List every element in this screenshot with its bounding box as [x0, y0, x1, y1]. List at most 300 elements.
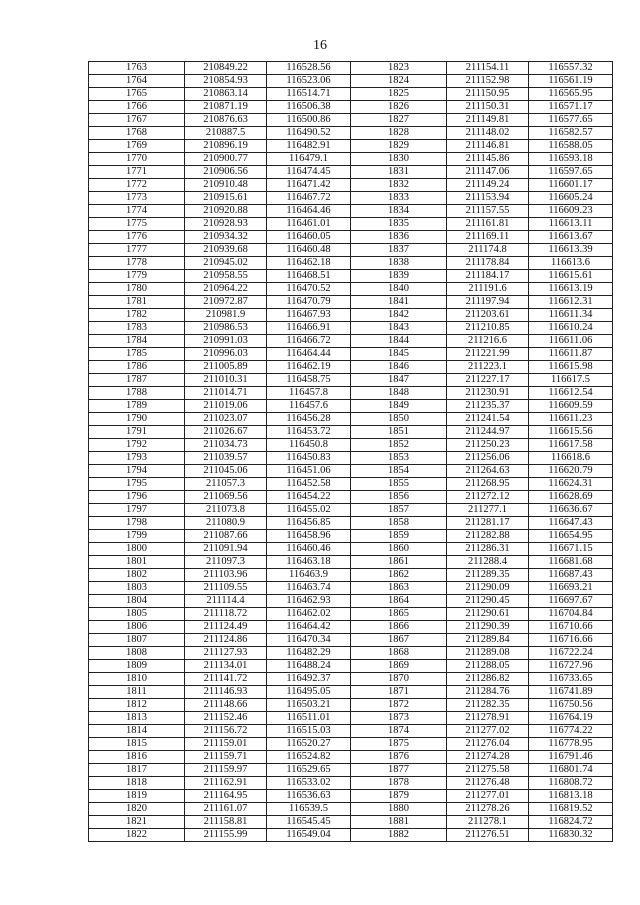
x-coordinate-cell: 211276.51 — [447, 829, 529, 842]
x-coordinate-cell: 211284.76 — [447, 686, 529, 699]
x-coordinate-cell: 211235.37 — [447, 400, 529, 413]
table-row — [89, 491, 613, 504]
x-coordinate-cell: 211256.06 — [447, 452, 529, 465]
y-coordinate-cell: 116460.46 — [267, 543, 351, 556]
x-coordinate-cell: 210934.32 — [185, 231, 267, 244]
point-number-cell: 1773 — [89, 192, 185, 205]
point-number-cell: 1881 — [351, 816, 447, 829]
table-row — [89, 400, 613, 413]
table-row — [89, 166, 613, 179]
point-number-cell: 1872 — [351, 699, 447, 712]
point-number-cell: 1798 — [89, 517, 185, 530]
point-number-cell: 1858 — [351, 517, 447, 530]
y-coordinate-cell: 116808.72 — [529, 777, 613, 790]
x-coordinate-cell: 210981.9 — [185, 309, 267, 322]
point-number-cell: 1848 — [351, 387, 447, 400]
y-coordinate-cell: 116647.43 — [529, 517, 613, 530]
x-coordinate-cell: 211152.98 — [447, 75, 529, 88]
y-coordinate-cell: 116571.17 — [529, 101, 613, 114]
point-number-cell: 1788 — [89, 387, 185, 400]
point-number-cell: 1826 — [351, 101, 447, 114]
x-coordinate-cell: 211290.39 — [447, 621, 529, 634]
point-number-cell: 1829 — [351, 140, 447, 153]
y-coordinate-cell: 116549.04 — [267, 829, 351, 842]
x-coordinate-cell: 211289.35 — [447, 569, 529, 582]
x-coordinate-cell: 210996.03 — [185, 348, 267, 361]
table-row — [89, 153, 613, 166]
y-coordinate-cell: 116514.71 — [267, 88, 351, 101]
x-coordinate-cell: 211290.61 — [447, 608, 529, 621]
point-number-cell: 1802 — [89, 569, 185, 582]
table-row — [89, 465, 613, 478]
y-coordinate-cell: 116613.6 — [529, 257, 613, 270]
x-coordinate-cell: 211091.94 — [185, 543, 267, 556]
point-number-cell: 1812 — [89, 699, 185, 712]
point-number-cell: 1790 — [89, 413, 185, 426]
y-coordinate-cell: 116819.52 — [529, 803, 613, 816]
point-number-cell: 1853 — [351, 452, 447, 465]
y-coordinate-cell: 116482.91 — [267, 140, 351, 153]
x-coordinate-cell: 211277.02 — [447, 725, 529, 738]
point-number-cell: 1789 — [89, 400, 185, 413]
y-coordinate-cell: 116470.52 — [267, 283, 351, 296]
table-row — [89, 751, 613, 764]
x-coordinate-cell: 211114.4 — [185, 595, 267, 608]
point-number-cell: 1794 — [89, 465, 185, 478]
x-coordinate-cell: 211272.12 — [447, 491, 529, 504]
point-number-cell: 1803 — [89, 582, 185, 595]
x-coordinate-cell: 211276.04 — [447, 738, 529, 751]
table-row — [89, 413, 613, 426]
y-coordinate-cell: 116463.9 — [267, 569, 351, 582]
point-number-cell: 1862 — [351, 569, 447, 582]
y-coordinate-cell: 116601.17 — [529, 179, 613, 192]
point-number-cell: 1832 — [351, 179, 447, 192]
point-number-cell: 1801 — [89, 556, 185, 569]
table-row — [89, 673, 613, 686]
table-row — [89, 777, 613, 790]
y-coordinate-cell: 116609.59 — [529, 400, 613, 413]
point-number-cell: 1845 — [351, 348, 447, 361]
point-number-cell: 1779 — [89, 270, 185, 283]
x-coordinate-cell: 211289.08 — [447, 647, 529, 660]
point-number-cell: 1819 — [89, 790, 185, 803]
table-row — [89, 556, 613, 569]
point-number-cell: 1783 — [89, 322, 185, 335]
point-number-cell: 1843 — [351, 322, 447, 335]
y-coordinate-cell: 116524.82 — [267, 751, 351, 764]
y-coordinate-cell: 116750.56 — [529, 699, 613, 712]
y-coordinate-cell: 116624.31 — [529, 478, 613, 491]
x-coordinate-cell: 211282.35 — [447, 699, 529, 712]
point-number-cell: 1807 — [89, 634, 185, 647]
table-row — [89, 101, 613, 114]
y-coordinate-cell: 116458.75 — [267, 374, 351, 387]
y-coordinate-cell: 116611.06 — [529, 335, 613, 348]
table-row — [89, 660, 613, 673]
point-number-cell: 1784 — [89, 335, 185, 348]
x-coordinate-cell: 210863.14 — [185, 88, 267, 101]
x-coordinate-cell: 211150.31 — [447, 101, 529, 114]
point-number-cell: 1822 — [89, 829, 185, 842]
y-coordinate-cell: 116523.06 — [267, 75, 351, 88]
x-coordinate-cell: 211203.61 — [447, 309, 529, 322]
y-coordinate-cell: 116588.05 — [529, 140, 613, 153]
y-coordinate-cell: 116733.65 — [529, 673, 613, 686]
x-coordinate-cell: 211157.55 — [447, 205, 529, 218]
table-row — [89, 517, 613, 530]
y-coordinate-cell: 116458.96 — [267, 530, 351, 543]
table-row — [89, 322, 613, 335]
x-coordinate-cell: 211154.11 — [447, 62, 529, 75]
table-row — [89, 88, 613, 101]
table-row — [89, 270, 613, 283]
x-coordinate-cell: 210854.93 — [185, 75, 267, 88]
point-number-cell: 1851 — [351, 426, 447, 439]
x-coordinate-cell: 210871.19 — [185, 101, 267, 114]
point-number-cell: 1868 — [351, 647, 447, 660]
x-coordinate-cell: 210906.56 — [185, 166, 267, 179]
y-coordinate-cell: 116471.42 — [267, 179, 351, 192]
x-coordinate-cell: 211276.48 — [447, 777, 529, 790]
point-number-cell: 1795 — [89, 478, 185, 491]
y-coordinate-cell: 116612.54 — [529, 387, 613, 400]
x-coordinate-cell: 211014.71 — [185, 387, 267, 400]
point-number-cell: 1797 — [89, 504, 185, 517]
point-number-cell: 1785 — [89, 348, 185, 361]
point-number-cell: 1771 — [89, 166, 185, 179]
table-row — [89, 829, 613, 842]
table-row — [89, 309, 613, 322]
point-number-cell: 1834 — [351, 205, 447, 218]
x-coordinate-cell: 210887.5 — [185, 127, 267, 140]
y-coordinate-cell: 116511.01 — [267, 712, 351, 725]
x-coordinate-cell: 211275.58 — [447, 764, 529, 777]
point-number-cell: 1839 — [351, 270, 447, 283]
x-coordinate-cell: 211153.94 — [447, 192, 529, 205]
x-coordinate-cell: 210876.63 — [185, 114, 267, 127]
y-coordinate-cell: 116617.58 — [529, 439, 613, 452]
y-coordinate-cell: 116464.42 — [267, 621, 351, 634]
table-row — [89, 439, 613, 452]
table-row — [89, 387, 613, 400]
point-number-cell: 1837 — [351, 244, 447, 257]
x-coordinate-cell: 210896.19 — [185, 140, 267, 153]
x-coordinate-cell: 211241.54 — [447, 413, 529, 426]
point-number-cell: 1871 — [351, 686, 447, 699]
y-coordinate-cell: 116452.58 — [267, 478, 351, 491]
point-number-cell: 1793 — [89, 452, 185, 465]
y-coordinate-cell: 116495.05 — [267, 686, 351, 699]
point-number-cell: 1830 — [351, 153, 447, 166]
x-coordinate-cell: 210900.77 — [185, 153, 267, 166]
table-row — [89, 192, 613, 205]
x-coordinate-cell: 211184.17 — [447, 270, 529, 283]
x-coordinate-cell: 211073.8 — [185, 504, 267, 517]
y-coordinate-cell: 116528.56 — [267, 62, 351, 75]
x-coordinate-cell: 211164.95 — [185, 790, 267, 803]
table-row — [89, 335, 613, 348]
x-coordinate-cell: 211191.6 — [447, 283, 529, 296]
table-row — [89, 816, 613, 829]
point-number-cell: 1810 — [89, 673, 185, 686]
point-number-cell: 1814 — [89, 725, 185, 738]
point-number-cell: 1774 — [89, 205, 185, 218]
x-coordinate-cell: 211023.07 — [185, 413, 267, 426]
x-coordinate-cell: 211277.1 — [447, 504, 529, 517]
point-number-cell: 1836 — [351, 231, 447, 244]
x-coordinate-cell: 211146.81 — [447, 140, 529, 153]
table-row — [89, 504, 613, 517]
point-number-cell: 1861 — [351, 556, 447, 569]
y-coordinate-cell: 116687.43 — [529, 569, 613, 582]
x-coordinate-cell: 211278.91 — [447, 712, 529, 725]
point-number-cell: 1770 — [89, 153, 185, 166]
table-row — [89, 452, 613, 465]
x-coordinate-cell: 210945.02 — [185, 257, 267, 270]
table-row — [89, 140, 613, 153]
x-coordinate-cell: 211155.99 — [185, 829, 267, 842]
y-coordinate-cell: 116450.83 — [267, 452, 351, 465]
point-number-cell: 1857 — [351, 504, 447, 517]
point-number-cell: 1864 — [351, 595, 447, 608]
table-row — [89, 764, 613, 777]
y-coordinate-cell: 116450.8 — [267, 439, 351, 452]
x-coordinate-cell: 211162.91 — [185, 777, 267, 790]
x-coordinate-cell: 211026.67 — [185, 426, 267, 439]
x-coordinate-cell: 210972.87 — [185, 296, 267, 309]
y-coordinate-cell: 116456.85 — [267, 517, 351, 530]
table-row — [89, 790, 613, 803]
x-coordinate-cell: 211281.17 — [447, 517, 529, 530]
y-coordinate-cell: 116464.44 — [267, 348, 351, 361]
x-coordinate-cell: 211159.01 — [185, 738, 267, 751]
point-number-cell: 1769 — [89, 140, 185, 153]
point-number-cell: 1866 — [351, 621, 447, 634]
y-coordinate-cell: 116609.23 — [529, 205, 613, 218]
y-coordinate-cell: 116557.32 — [529, 62, 613, 75]
x-coordinate-cell: 211286.31 — [447, 543, 529, 556]
y-coordinate-cell: 116454.22 — [267, 491, 351, 504]
y-coordinate-cell: 116612.31 — [529, 296, 613, 309]
point-number-cell: 1878 — [351, 777, 447, 790]
x-coordinate-cell: 211149.81 — [447, 114, 529, 127]
y-coordinate-cell: 116620.79 — [529, 465, 613, 478]
x-coordinate-cell: 211197.94 — [447, 296, 529, 309]
point-number-cell: 1781 — [89, 296, 185, 309]
x-coordinate-cell: 211159.71 — [185, 751, 267, 764]
x-coordinate-cell: 211148.66 — [185, 699, 267, 712]
table-row — [89, 374, 613, 387]
x-coordinate-cell: 211274.28 — [447, 751, 529, 764]
x-coordinate-cell: 211141.72 — [185, 673, 267, 686]
point-number-cell: 1875 — [351, 738, 447, 751]
point-number-cell: 1805 — [89, 608, 185, 621]
point-number-cell: 1882 — [351, 829, 447, 842]
point-number-cell: 1838 — [351, 257, 447, 270]
table-row — [89, 283, 613, 296]
y-coordinate-cell: 116654.95 — [529, 530, 613, 543]
point-number-cell: 1766 — [89, 101, 185, 114]
y-coordinate-cell: 116467.93 — [267, 309, 351, 322]
x-coordinate-cell: 211290.45 — [447, 595, 529, 608]
y-coordinate-cell: 116461.01 — [267, 218, 351, 231]
point-number-cell: 1879 — [351, 790, 447, 803]
y-coordinate-cell: 116466.91 — [267, 322, 351, 335]
x-coordinate-cell: 211230.91 — [447, 387, 529, 400]
point-number-cell: 1815 — [89, 738, 185, 751]
point-number-cell: 1764 — [89, 75, 185, 88]
point-number-cell: 1821 — [89, 816, 185, 829]
x-coordinate-cell: 211290.09 — [447, 582, 529, 595]
y-coordinate-cell: 116470.79 — [267, 296, 351, 309]
point-number-cell: 1800 — [89, 543, 185, 556]
y-coordinate-cell: 116710.66 — [529, 621, 613, 634]
y-coordinate-cell: 116824.72 — [529, 816, 613, 829]
y-coordinate-cell: 116506.38 — [267, 101, 351, 114]
x-coordinate-cell: 211010.31 — [185, 374, 267, 387]
y-coordinate-cell: 116520.27 — [267, 738, 351, 751]
y-coordinate-cell: 116492.37 — [267, 673, 351, 686]
y-coordinate-cell: 116482.29 — [267, 647, 351, 660]
point-number-cell: 1777 — [89, 244, 185, 257]
point-number-cell: 1767 — [89, 114, 185, 127]
point-number-cell: 1869 — [351, 660, 447, 673]
point-number-cell: 1831 — [351, 166, 447, 179]
y-coordinate-cell: 116778.95 — [529, 738, 613, 751]
x-coordinate-cell: 211216.6 — [447, 335, 529, 348]
x-coordinate-cell: 211178.84 — [447, 257, 529, 270]
table-row — [89, 634, 613, 647]
x-coordinate-cell: 211045.06 — [185, 465, 267, 478]
point-number-cell: 1763 — [89, 62, 185, 75]
y-coordinate-cell: 116451.06 — [267, 465, 351, 478]
y-coordinate-cell: 116467.72 — [267, 192, 351, 205]
table-row — [89, 803, 613, 816]
y-coordinate-cell: 116462.93 — [267, 595, 351, 608]
table-row — [89, 647, 613, 660]
point-number-cell: 1835 — [351, 218, 447, 231]
x-coordinate-cell: 211289.84 — [447, 634, 529, 647]
point-number-cell: 1860 — [351, 543, 447, 556]
point-number-cell: 1792 — [89, 439, 185, 452]
point-number-cell: 1833 — [351, 192, 447, 205]
x-coordinate-cell: 211124.86 — [185, 634, 267, 647]
y-coordinate-cell: 116463.74 — [267, 582, 351, 595]
table-row — [89, 686, 613, 699]
y-coordinate-cell: 116529.65 — [267, 764, 351, 777]
x-coordinate-cell: 210939.68 — [185, 244, 267, 257]
y-coordinate-cell: 116462.18 — [267, 257, 351, 270]
x-coordinate-cell: 211146.93 — [185, 686, 267, 699]
table-row — [89, 595, 613, 608]
y-coordinate-cell: 116462.19 — [267, 361, 351, 374]
x-coordinate-cell: 210991.03 — [185, 335, 267, 348]
y-coordinate-cell: 116456.28 — [267, 413, 351, 426]
point-number-cell: 1847 — [351, 374, 447, 387]
point-number-cell: 1808 — [89, 647, 185, 660]
point-number-cell: 1813 — [89, 712, 185, 725]
y-coordinate-cell: 116577.65 — [529, 114, 613, 127]
y-coordinate-cell: 116460.48 — [267, 244, 351, 257]
table-row — [89, 478, 613, 491]
y-coordinate-cell: 116741.89 — [529, 686, 613, 699]
table-row — [89, 348, 613, 361]
table-row — [89, 244, 613, 257]
y-coordinate-cell: 116455.02 — [267, 504, 351, 517]
y-coordinate-cell: 116615.98 — [529, 361, 613, 374]
y-coordinate-cell: 116613.39 — [529, 244, 613, 257]
table-row — [89, 114, 613, 127]
x-coordinate-cell: 211161.07 — [185, 803, 267, 816]
point-number-cell: 1880 — [351, 803, 447, 816]
page-number: 16 — [313, 38, 327, 53]
table-row — [89, 530, 613, 543]
x-coordinate-cell: 211148.02 — [447, 127, 529, 140]
x-coordinate-cell: 211150.95 — [447, 88, 529, 101]
y-coordinate-cell: 116479.1 — [267, 153, 351, 166]
y-coordinate-cell: 116470.34 — [267, 634, 351, 647]
table-row — [89, 205, 613, 218]
y-coordinate-cell: 116474.45 — [267, 166, 351, 179]
y-coordinate-cell: 116636.67 — [529, 504, 613, 517]
x-coordinate-cell: 210928.93 — [185, 218, 267, 231]
x-coordinate-cell: 210920.88 — [185, 205, 267, 218]
y-coordinate-cell: 116613.19 — [529, 283, 613, 296]
y-coordinate-cell: 116615.61 — [529, 270, 613, 283]
x-coordinate-cell: 211019.06 — [185, 400, 267, 413]
x-coordinate-cell: 211244.97 — [447, 426, 529, 439]
y-coordinate-cell: 116500.86 — [267, 114, 351, 127]
point-number-cell: 1817 — [89, 764, 185, 777]
y-coordinate-cell: 116460.05 — [267, 231, 351, 244]
y-coordinate-cell: 116764.19 — [529, 712, 613, 725]
y-coordinate-cell: 116716.66 — [529, 634, 613, 647]
x-coordinate-cell: 211145.86 — [447, 153, 529, 166]
y-coordinate-cell: 116791.46 — [529, 751, 613, 764]
y-coordinate-cell: 116565.95 — [529, 88, 613, 101]
point-number-cell: 1824 — [351, 75, 447, 88]
y-coordinate-cell: 116722.24 — [529, 647, 613, 660]
point-number-cell: 1804 — [89, 595, 185, 608]
table-row — [89, 231, 613, 244]
table-row — [89, 712, 613, 725]
x-coordinate-cell: 210849.22 — [185, 62, 267, 75]
x-coordinate-cell: 211134.01 — [185, 660, 267, 673]
y-coordinate-cell: 116582.57 — [529, 127, 613, 140]
y-coordinate-cell: 116813.18 — [529, 790, 613, 803]
table-row — [89, 75, 613, 88]
y-coordinate-cell: 116490.52 — [267, 127, 351, 140]
point-number-cell: 1816 — [89, 751, 185, 764]
point-number-cell: 1772 — [89, 179, 185, 192]
x-coordinate-cell: 210964.22 — [185, 283, 267, 296]
y-coordinate-cell: 116610.24 — [529, 322, 613, 335]
point-number-cell: 1849 — [351, 400, 447, 413]
point-number-cell: 1873 — [351, 712, 447, 725]
x-coordinate-cell: 211288.05 — [447, 660, 529, 673]
table-row — [89, 543, 613, 556]
point-number-cell: 1825 — [351, 88, 447, 101]
x-coordinate-cell: 211278.26 — [447, 803, 529, 816]
table-row — [89, 127, 613, 140]
y-coordinate-cell: 116697.67 — [529, 595, 613, 608]
point-number-cell: 1818 — [89, 777, 185, 790]
y-coordinate-cell: 116539.5 — [267, 803, 351, 816]
x-coordinate-cell: 211288.4 — [447, 556, 529, 569]
x-coordinate-cell: 210986.53 — [185, 322, 267, 335]
x-coordinate-cell: 211174.8 — [447, 244, 529, 257]
